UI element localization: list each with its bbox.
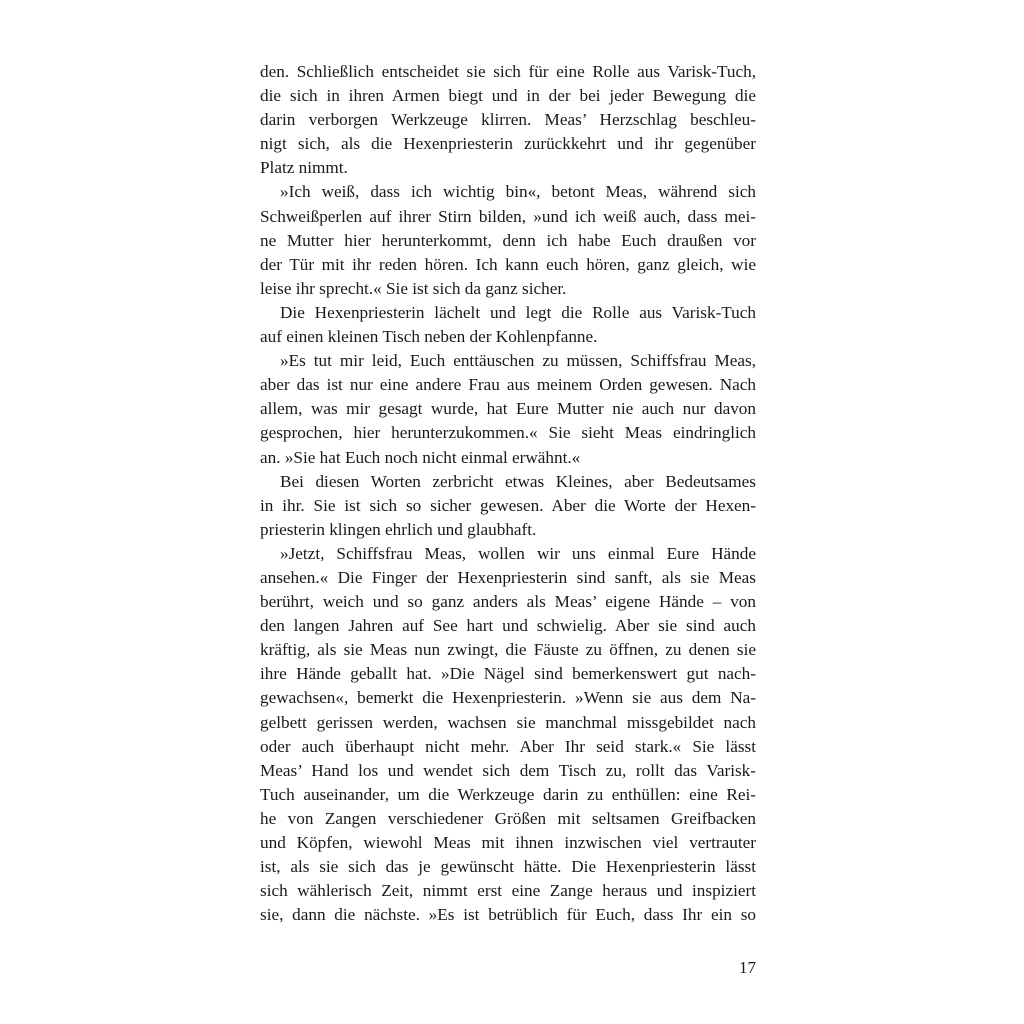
text-line: den langen Jahren auf See hart und schwielig. Aber sie sind auch (260, 616, 756, 636)
text-line: berührt, weich und so ganz anders als Meas’ eigene Hände – von (260, 592, 756, 612)
text-line: in ihr. Sie ist sich so sicher gewesen. Aber die Worte der Hexen- (260, 495, 756, 515)
text-line: »Jetzt, Schiffsfrau Meas, wollen wir uns einmal Eure Hände (280, 543, 756, 563)
text-line: den. Schließlich entscheidet sie sich für eine Rolle aus Varisk-Tuch, (260, 62, 756, 81)
text-line: gesprochen, hier herunterzukommen.« Sie sieht Meas eindringlich (260, 423, 756, 443)
text-line: leise ihr sprecht.« Sie ist sich da ganz sicher. (260, 278, 567, 298)
text-line: he von Zangen verschiedener Größen mit seltsamen Greifbacken (260, 808, 756, 828)
text-line: Schweißperlen auf ihrer Stirn bilden, »und ich weiß auch, dass mei- (260, 206, 756, 226)
page-number: 17 (739, 958, 756, 977)
text-line: darin verborgen Werkzeuge klirren. Meas’ Herzschlag beschleu- (260, 110, 756, 130)
text-line: Meas’ Hand los und wendet sich dem Tisch zu, rollt das Varisk- (260, 760, 756, 780)
text-line: »Es tut mir leid, Euch enttäuschen zu müssen, Schiffsfrau Meas, (280, 351, 756, 371)
text-line: sie, dann die nächste. »Es ist betrüblich für Euch, dass Ihr ein so (260, 905, 756, 925)
text-line: sich wählerisch Zeit, nimmt erst eine Zange heraus und inspiziert (260, 881, 756, 901)
text-line: kräftig, als sie Meas nun zwingt, die Fäuste zu öffnen, zu denen sie (260, 640, 756, 660)
text-line: an. »Sie hat Euch noch nicht einmal erwähnt.« (260, 447, 581, 467)
text-line: allem, was mir gesagt wurde, hat Eure Mutter nie auch nur davon (260, 399, 756, 419)
text-line: der Tür mit ihr reden hören. Ich kann euch hören, ganz gleich, wie (260, 254, 756, 274)
text-line: die sich in ihren Armen biegt und in der bei jeder Bewegung die (260, 86, 756, 106)
text-line: nigt sich, als die Hexenpriesterin zurückkehrt und ihr gegenüber (260, 134, 756, 154)
text-line: Platz nimmt. (260, 158, 348, 178)
body-text (260, 60, 756, 927)
text-line: auf einen kleinen Tisch neben der Kohlenpfanne. (260, 327, 598, 347)
text-line: ihre Hände geballt hat. »Die Nägel sind bemerkenswert gut nach- (260, 664, 756, 684)
text-line: priesterin klingen ehrlich und glaubhaft. (260, 519, 537, 539)
text-line: »Ich weiß, dass ich wichtig bin«, betont Meas, während sich (280, 182, 756, 202)
text-line: oder auch überhaupt nicht mehr. Aber Ihr seid stark.« Sie lässt (260, 736, 756, 756)
text-line: ist, als sie sich das je gewünscht hätte. Die Hexenpriesterin lässt (260, 857, 756, 877)
text-line: ne Mutter hier herunterkommt, denn ich habe Euch draußen vor (260, 230, 756, 250)
text-line: Bei diesen Worten zerbricht etwas Kleines, aber Bedeutsames (280, 471, 756, 491)
text-line: Die Hexenpriesterin lächelt und legt die Rolle aus Varisk-Tuch (280, 302, 756, 322)
text-line: ansehen.« Die Finger der Hexenpriesterin sind sanft, als sie Meas (260, 567, 756, 587)
text-line: aber das ist nur eine andere Frau aus meinem Orden gewesen. Nach (260, 375, 756, 395)
text-line: Tuch auseinander, um die Werkzeuge darin zu enthüllen: eine Rei- (260, 784, 756, 804)
text-line: gelbett gerissen werden, wachsen sie manchmal missgebildet nach (260, 712, 756, 732)
text-line: und Köpfen, wiewohl Meas mit ihnen inzwischen viel vertrauter (260, 833, 756, 852)
text-line: gewachsen«, bemerkt die Hexenpriesterin. »Wenn sie aus dem Na- (260, 688, 756, 708)
